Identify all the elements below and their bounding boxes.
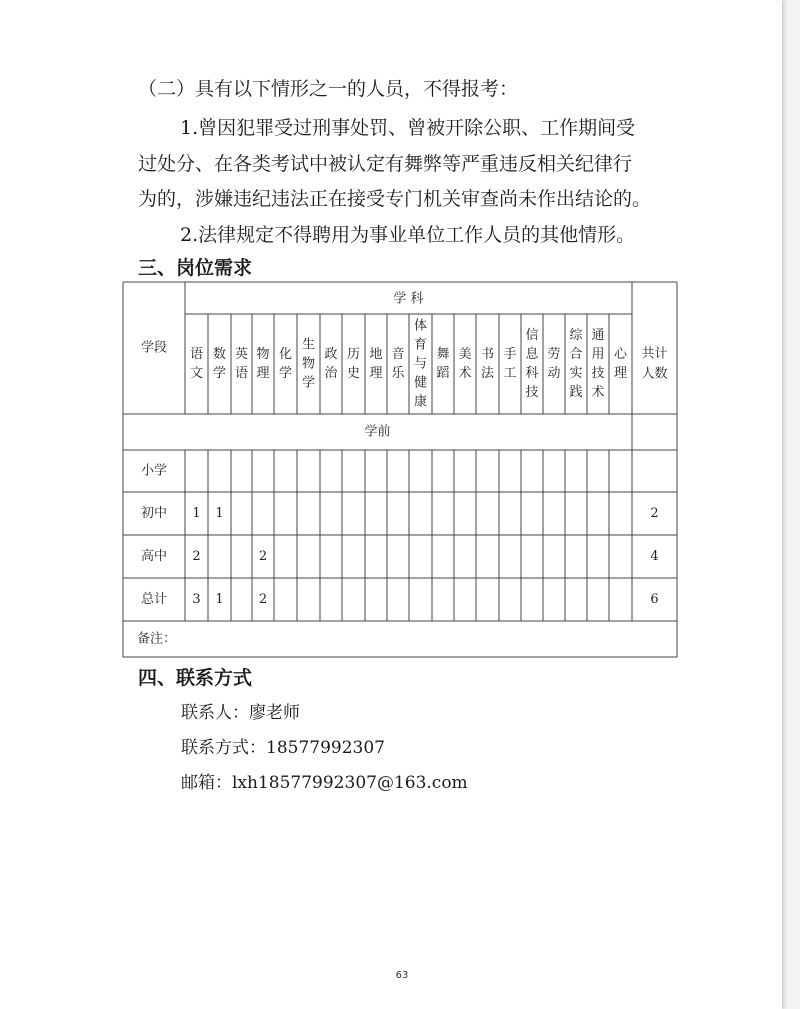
subject-header-char: 技	[525, 385, 539, 400]
contact-person: 联系人：廖老师	[181, 703, 300, 723]
row-cell-value: 2	[192, 549, 201, 564]
subject-header-char: 育	[413, 337, 428, 353]
subject-header-char: 合	[569, 347, 583, 362]
row-cell-value: 2	[258, 549, 268, 564]
row-cell-value: 1	[215, 592, 224, 607]
subject-header-char: 理	[613, 366, 628, 381]
subject-header-char: 音	[391, 347, 405, 362]
subject-header-char: 政	[324, 347, 338, 362]
subject-header-char: 乐	[391, 366, 405, 381]
section3-heading: 三、岗位需求	[138, 257, 253, 279]
subject-header-char: 文	[189, 366, 204, 381]
subject-header-char: 化	[278, 347, 293, 362]
subject-header-char: 动	[547, 366, 561, 381]
total-header-line: 共计	[641, 346, 668, 362]
subject-header-char: 学	[212, 366, 227, 381]
subject-header-char: 与	[413, 356, 428, 372]
row-stage-label: 初中	[140, 506, 168, 521]
subject-header-char: 物	[301, 356, 316, 372]
contact-email: 邮箱：lxh18577992307@163.com	[181, 773, 468, 793]
row-stage-label: 高中	[140, 549, 168, 564]
row-cell-value: 3	[192, 592, 201, 607]
subject-header-char: 信	[525, 328, 539, 343]
subject-header-char: 术	[458, 366, 472, 381]
row-total-value: 2	[650, 506, 659, 521]
row-stage-label: 总计	[140, 592, 168, 607]
total-header-line: 人数	[641, 366, 668, 382]
subject-header-char: 实	[569, 366, 583, 381]
subject-header-char: 蹈	[436, 366, 450, 381]
subject-header-char: 术	[591, 385, 605, 400]
subject-group-header: 学 科	[393, 291, 424, 307]
subject-header-char: 科	[525, 366, 539, 381]
remark-label: 备注：	[137, 631, 177, 647]
subject-header-char: 美	[458, 347, 472, 362]
subject-header-char: 书	[480, 347, 495, 362]
section2-item1-line1: 1.曾因犯罪受过刑事处罚、曾被开除公职、工作期间受	[180, 117, 636, 139]
row-cell-value: 2	[258, 592, 268, 607]
subject-header-char: 史	[346, 366, 361, 381]
section4-heading: 四、联系方式	[138, 667, 253, 689]
subject-header-char: 法	[480, 366, 495, 381]
row-cell-value: 1	[192, 506, 201, 521]
subject-header-char: 学	[278, 366, 293, 381]
row-stage-label: 小学	[140, 463, 168, 479]
subject-header-char: 地	[369, 347, 383, 362]
subject-header-char: 理	[256, 366, 270, 381]
subject-header-char: 语	[234, 366, 249, 381]
subject-header-char: 康	[413, 394, 428, 410]
stage-header: 学段	[140, 340, 168, 356]
subject-header-char: 心	[613, 347, 628, 362]
subject-header-char: 英	[234, 347, 249, 362]
subject-header-char: 语	[189, 347, 204, 362]
subject-header-char: 综	[569, 328, 583, 343]
subject-header-char: 息	[525, 347, 539, 362]
subject-header-char: 用	[591, 347, 605, 362]
subject-header-char: 理	[369, 366, 383, 381]
subject-header-char: 手	[503, 347, 517, 362]
subject-header-char: 工	[503, 366, 517, 381]
subject-header-char: 学	[301, 375, 316, 391]
row-total-value: 6	[650, 592, 659, 607]
section2-item2: 2.法律规定不得聘用为事业单位工作人员的其他情形。	[180, 224, 636, 246]
section2-intro: （二）具有以下情形之一的人员，不得报考：	[138, 78, 519, 100]
section2-item1-line3: 为的，涉嫌违纪违法正在接受专门机关审查尚未作出结论的。	[138, 188, 652, 210]
subject-header-char: 生	[301, 337, 316, 353]
subject-header-char: 健	[413, 375, 428, 391]
subject-header-char: 体	[413, 318, 428, 334]
subject-header-char: 践	[569, 385, 583, 400]
subject-header-char: 技	[591, 366, 605, 381]
page-number: 63	[395, 970, 409, 981]
subject-header-char: 舞	[436, 347, 450, 362]
subject-header-char: 劳	[547, 347, 561, 362]
row-total-value: 4	[650, 549, 659, 564]
section2-item1-line2: 过处分、在各类考试中被认定有舞弊等严重违反相关纪律行	[138, 153, 633, 175]
subject-header-char: 通	[591, 328, 605, 343]
subject-header-char: 数	[212, 347, 227, 362]
row-cell-value: 1	[215, 506, 224, 521]
subject-header-char: 治	[324, 366, 338, 381]
contact-phone: 联系方式：18577992307	[181, 738, 385, 758]
subject-header-char: 物	[256, 347, 270, 362]
subject-header-char: 历	[346, 347, 361, 362]
preschool-label: 学前	[364, 424, 391, 440]
